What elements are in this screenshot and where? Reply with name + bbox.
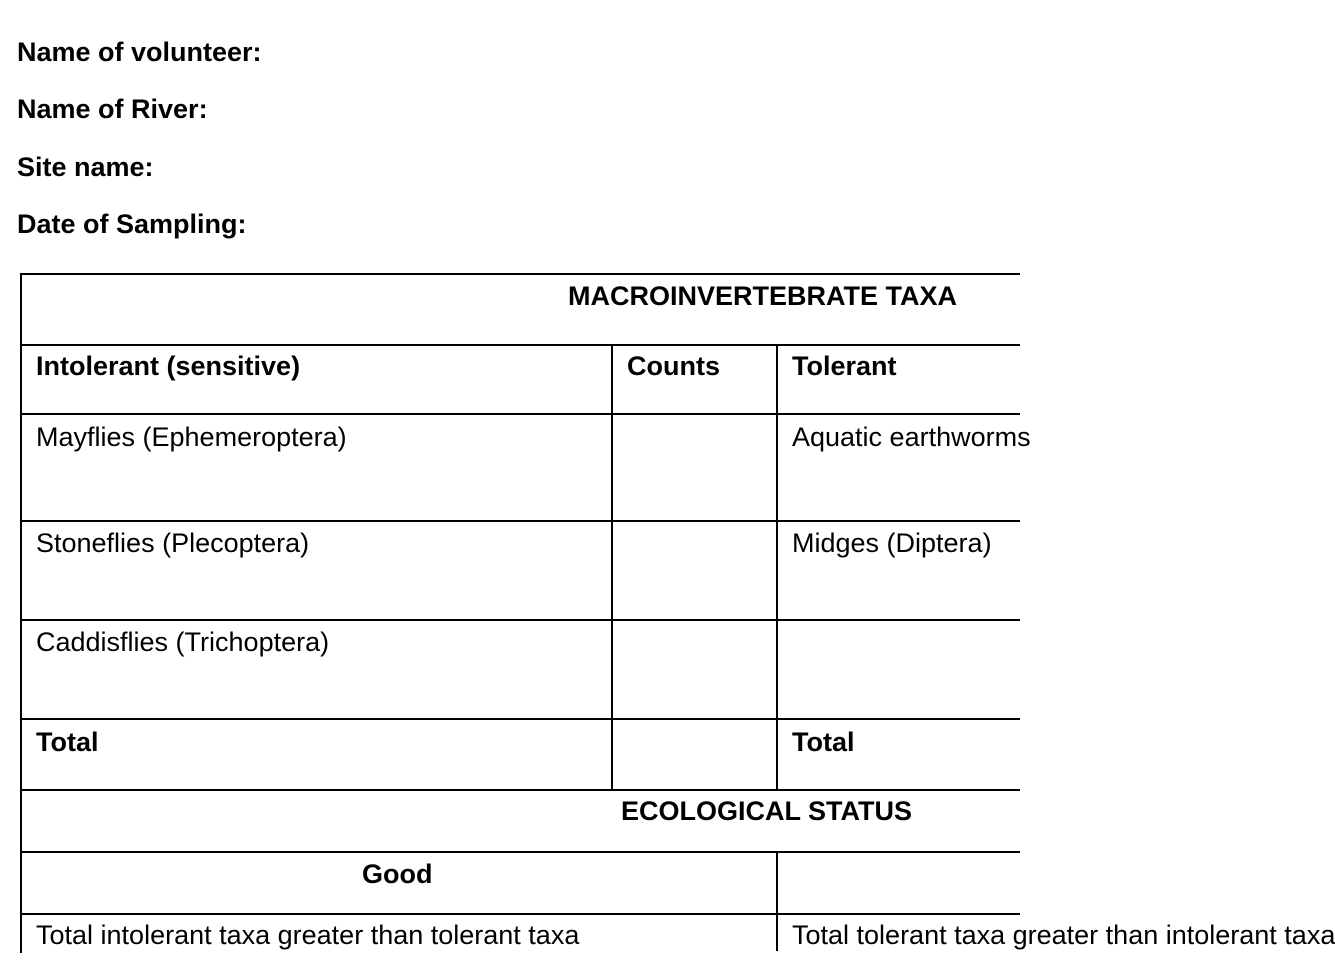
tolerant-taxon-earthworms: Aquatic earthworms — [792, 422, 1031, 452]
total-count-input[interactable] — [613, 720, 776, 789]
row-divider — [20, 718, 1020, 720]
row-divider — [20, 851, 1020, 853]
intolerant-taxon-caddisflies: Caddisflies (Trichoptera) — [36, 627, 330, 657]
date-label: Date of Sampling: — [17, 209, 247, 239]
table-title: MACROINVERTEBRATE TAXA — [568, 281, 957, 311]
status-good-label: Good — [362, 859, 433, 889]
intolerant-taxon-stoneflies: Stoneflies (Plecoptera) — [36, 528, 310, 558]
row-divider — [20, 344, 1020, 346]
row-divider — [20, 619, 1020, 621]
row-divider — [20, 789, 1020, 791]
volunteer-label: Name of volunteer: — [17, 37, 262, 67]
row-divider — [20, 520, 1020, 522]
count-input-stoneflies[interactable] — [613, 522, 776, 619]
column-header-intolerant: Intolerant (sensitive) — [36, 351, 301, 381]
table-border-top — [20, 273, 1020, 275]
row-divider — [20, 413, 1020, 415]
column-header-counts: Counts — [627, 351, 720, 381]
total-tolerant-label: Total — [792, 727, 855, 757]
river-label: Name of River: — [17, 94, 208, 124]
column-divider-tolerant — [776, 344, 778, 791]
count-input-caddisflies[interactable] — [613, 621, 776, 718]
good-criteria-text: Total intolerant taxa greater than tolerant taxa — [36, 920, 580, 950]
total-intolerant-label: Total — [36, 727, 99, 757]
row-divider — [20, 913, 1020, 915]
intolerant-taxon-mayflies: Mayflies (Ephemeroptera) — [36, 422, 347, 452]
site-label: Site name: — [17, 152, 154, 182]
count-input-mayflies[interactable] — [613, 415, 776, 520]
ecological-status-title: ECOLOGICAL STATUS — [621, 796, 913, 826]
column-header-tolerant: Tolerant — [792, 351, 897, 381]
tolerant-taxon-midges: Midges (Diptera) — [792, 528, 992, 558]
column-divider-status — [776, 851, 778, 951]
poor-criteria-text: Total tolerant taxa greater than intolerant taxa — [792, 920, 1335, 950]
